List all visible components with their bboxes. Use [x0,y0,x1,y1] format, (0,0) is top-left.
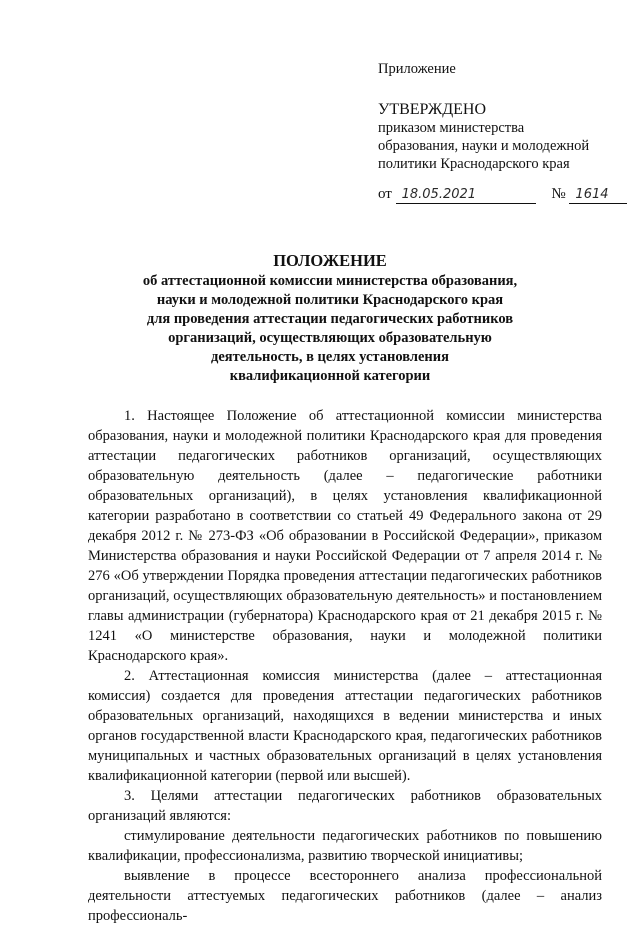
appendix-label: Приложение [378,61,456,77]
title-subline: квалификационной категории [229,368,431,384]
paragraph-goal-1: стимулирование деятельности педагогических работников по повышению квалификации, профессионализма, развитию творческой инициативы; [88,828,602,864]
approval-order-line: политики Краснодарского края [378,156,570,172]
title-subline: для проведения аттестации педагогических работников [146,311,514,327]
title-subline: науки и молодежной политики Краснодарского края [156,292,504,308]
order-reference [378,184,628,204]
title-subline: организаций, осуществляющих образовательную [168,330,492,346]
paragraph-goal-2: выявление в процессе всестороннего анализа профессиональной деятельности аттестуемых педагогических работников (далее – анализ профессиональ- [88,868,602,924]
title-subline: об аттестационной комиссии министерства образования, [142,273,518,289]
number-prefix: № [551,186,566,202]
document-title [95,250,565,386]
handwritten-order-number: 1614 [569,186,627,204]
handwritten-date: 18.05.2021 [396,186,536,204]
paragraph-3: 3. Целями аттестации педагогических работников образовательных организаций являются: [88,788,602,824]
paragraph-2: 2. Аттестационная комиссия министерства (далее – аттестационная комиссия) создается для проведения аттестации педагогических работников образовательных организаций, находящихся в ведении министерства и иных органов государственной власти Краснодарского края, педагогических работников муниципальных и частных образовательных организаций в целях установления квалификационной категории (первой или высшей). [88,668,602,784]
approval-order-line: приказом министерства [378,120,525,136]
approval-stamp-block [378,60,628,173]
title-main: ПОЛОЖЕНИЕ [273,251,387,270]
title-subline: деятельность, в целях установления [211,349,449,365]
approved-label: УТВЕРЖДЕНО [378,101,487,118]
date-prefix: от [378,186,392,202]
document-body [88,406,602,926]
approval-order-line: образования, науки и молодежной [378,138,590,154]
paragraph-1: 1. Настоящее Положение об аттестационной комиссии министерства образования, науки и молодежной политики Краснодарского края для проведения аттестации педагогических работников организаций, осуществляющих образовательную деятельность (далее – педагогические работники образовательных организаций), в целях установления квалификационной категории разработано в соответствии со статьей 49 Федерального закона от 29 декабря 2012 г. № 273-ФЗ «Об образовании в Российской Федерации», приказом Министерства образования и науки Российской Федерации от 7 апреля 2014 г. № 276 «Об утверждении Порядка проведения аттестации педагогических работников организаций, осуществляющих образовательную деятельность» и постановлением главы администрации (губернатора) Краснодарского края от 21 декабря 2015 г. № 1241 «О министерстве образования, науки и молодежной политики Краснодарского края». [88,408,602,664]
